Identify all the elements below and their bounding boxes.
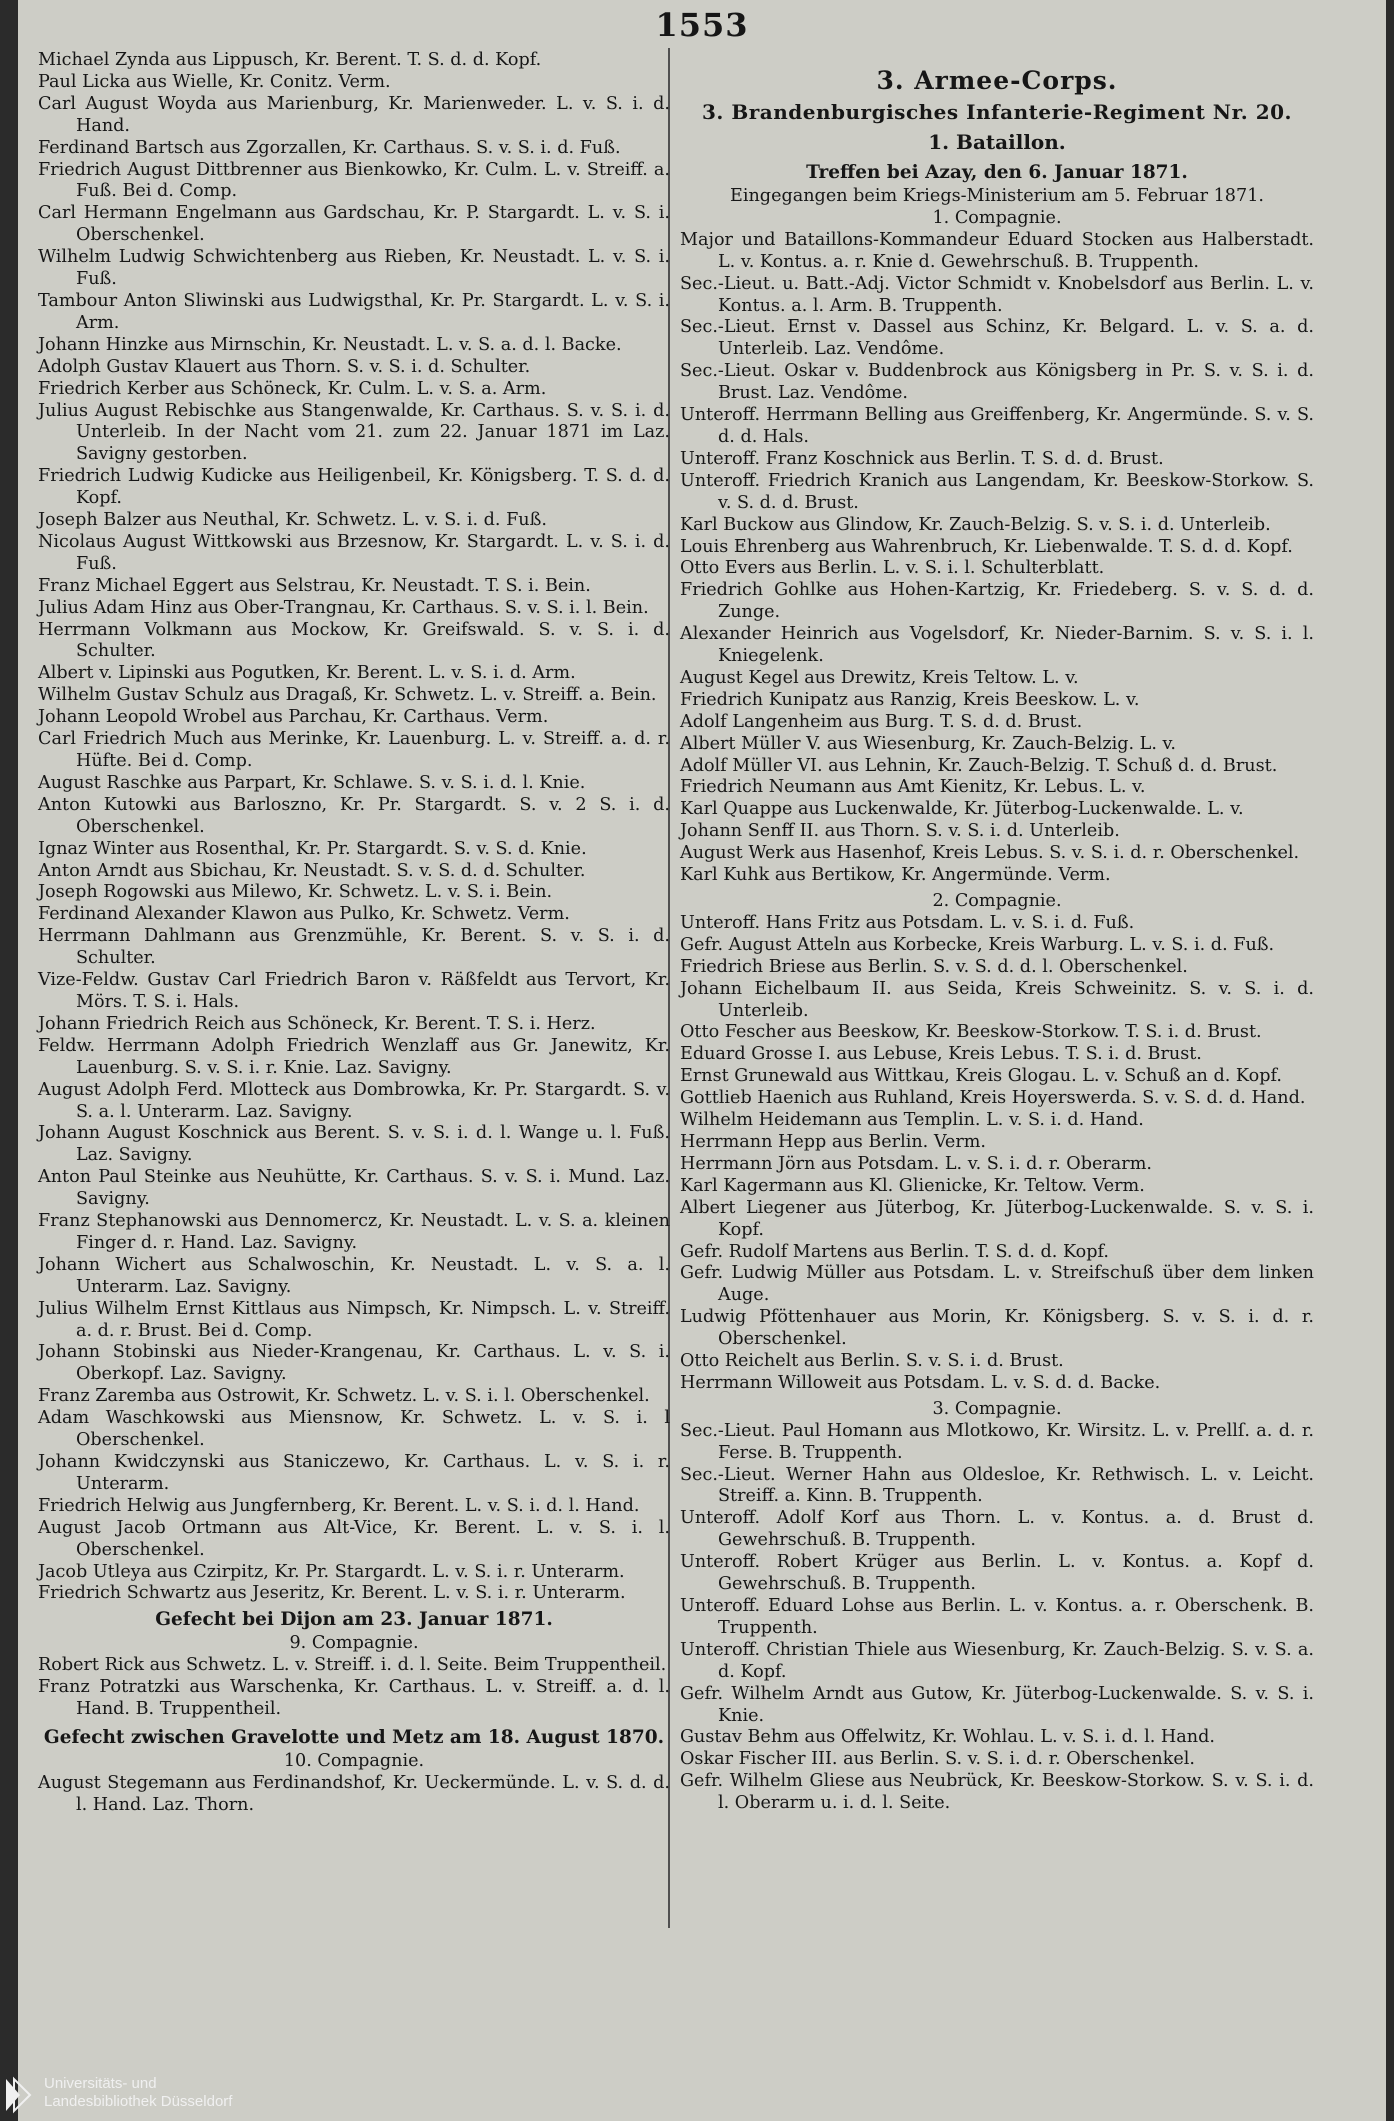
casualty-entry: Adam Waschkowski aus Miensnow, Kr. Schwetz. L. v. S. i. l Oberschenkel. bbox=[38, 1408, 670, 1451]
casualty-entry: Unteroff. Christian Thiele aus Wiesenburg, Kr. Zauch-Belzig. S. v. S. a. d. Kopf. bbox=[680, 1639, 1314, 1682]
casualty-entry: Karl Buckow aus Glindow, Kr. Zauch-Belzig. S. v. S. i. d. Unterleib. bbox=[680, 514, 1271, 535]
casualty-entry: Herrmann Volkmann aus Mockow, Kr. Greifswald. S. v. S. i. d. Schulter. bbox=[38, 619, 670, 662]
casualty-entry: Friedrich Helwig aus Jungfernberg, Kr. Berent. L. v. S. i. d. l. Hand. bbox=[38, 1495, 640, 1516]
battle-gravelotte-entries bbox=[38, 1773, 670, 1817]
casualty-entry: Sec.-Lieut. Ernst v. Dassel aus Schinz, Kr. Belgard. L. v. S. a. d. Unterleib. Laz. Vendôme. bbox=[680, 317, 1314, 360]
casualty-entry: Johann Senff II. aus Thorn. S. v. S. i. d. Unterleib. bbox=[680, 821, 1120, 842]
casualty-entry: Albert v. Lipinski aus Pogutken, Kr. Berent. L. v. S. i. d. Arm. bbox=[38, 663, 576, 684]
casualty-entry: Gefr. Ludwig Müller aus Potsdam. L. v. Streifschuß über dem linken Auge. bbox=[680, 1263, 1314, 1306]
regiment-heading: 3. Brandenburgisches Infanterie-Regiment Nr. 20. bbox=[702, 100, 1292, 124]
casualty-entry: Vize-Feldw. Gustav Carl Friedrich Baron v. Räßfeldt aus Tervort, Kr. Mörs. T. S. i. Hals. bbox=[38, 970, 670, 1012]
casualty-entry: August Adolph Ferd. Mlotteck aus Dombrowka, Kr. Pr. Stargardt. S. v. S. a. l. Unterarm. Laz. Savigny. bbox=[38, 1079, 670, 1122]
casualty-entry: Ernst Grunewald aus Wittkau, Kreis Glogau. L. v. Schuß an d. Kopf. bbox=[680, 1066, 1282, 1087]
casualty-entry: Unteroff. Franz Koschnick aus Berlin. T. S. d. d. Brust. bbox=[680, 448, 1164, 469]
casualty-entry: Franz Michael Eggert aus Selstrau, Kr. Neustadt. T. S. i. Bein. bbox=[38, 575, 591, 596]
casualty-entry: Sec.-Lieut. Oskar v. Buddenbrock aus Königsberg in Pr. S. v. S. i. d. Brust. Laz. Vendôme. bbox=[680, 361, 1314, 404]
battle-heading-dijon: Gefecht bei Dijon am 23. Januar 1871. bbox=[155, 1609, 553, 1631]
casualty-entry: Herrmann Dahlmann aus Grenzmühle, Kr. Berent. S. v. S. i. d. Schulter. bbox=[38, 926, 670, 969]
casualty-entry: August Werk aus Hasenhof, Kreis Lebus. S. v. S. i. d. r. Oberschenkel. bbox=[680, 843, 1300, 864]
casualty-entry: Anton Kutowki aus Barloszno, Kr. Pr. Stargardt. S. v. 2 S. i. d. Oberschenkel. bbox=[38, 794, 670, 837]
left-entry-list bbox=[38, 50, 670, 1605]
company-heading-2: 2. Compagnie. bbox=[932, 891, 1062, 911]
casualty-entry: Julius August Rebischke aus Stangenwalde, Kr. Carthaus. S. v. S. i. d. Unterleib. In der Nacht vom 21. zum 22. Januar 1871 im Laz. Savigny gestorben. bbox=[38, 400, 670, 465]
casualty-entry: Eduard Grosse I. aus Lebuse, Kreis Lebus. T. S. i. d. Brust. bbox=[680, 1044, 1202, 1065]
footer-line-2: Landesbibliothek Düsseldorf bbox=[44, 2093, 233, 2110]
casualty-entry: Anton Paul Steinke aus Neuhütte, Kr. Carthaus. S. v. S. i. Mund. Laz. Savigny. bbox=[38, 1167, 670, 1210]
footer-line-1: Universitäts- und bbox=[44, 2075, 157, 2092]
casualty-entry: Unteroff. Hans Fritz aus Potsdam. L. v. S. i. d. Fuß. bbox=[680, 912, 1135, 933]
casualty-entry: Jacob Utleya aus Czirpitz, Kr. Pr. Stargardt. L. v. S. i. r. Unterarm. bbox=[38, 1561, 625, 1582]
casualty-entry: Otto Reichelt aus Berlin. S. v. S. i. d. Brust. bbox=[680, 1351, 1064, 1372]
casualty-entry: Robert Rick aus Schwetz. L. v. Streiff. i. d. l. Seite. Beim Truppentheil. bbox=[38, 1655, 667, 1676]
casualty-entry: Friedrich Briese aus Berlin. S. v. S. d. d. l. Oberschenkel. bbox=[680, 956, 1188, 977]
casualty-entry: Friedrich Kerber aus Schöneck, Kr. Culm. L. v. S. a. Arm. bbox=[38, 378, 547, 399]
casualty-entry: Wilhelm Ludwig Schwichtenberg aus Rieben, Kr. Neustadt. L. v. S. i. Fuß. bbox=[38, 247, 670, 290]
company-3-entries bbox=[680, 1421, 1314, 1815]
casualty-entry: Unteroff. Adolf Korf aus Thorn. L. v. Kontus. a. d. Brust d. Gewehrschuß. B. Truppenth. bbox=[680, 1508, 1314, 1551]
casualty-entry: Nicolaus August Wittkowski aus Brzesnow, Kr. Stargardt. L. v. S. i. d. Fuß. bbox=[38, 531, 670, 574]
casualty-entry: Herrmann Jörn aus Potsdam. L. v. S. i. d. r. Oberarm. bbox=[680, 1153, 1152, 1174]
received-note: Eingegangen beim Kriegs-Ministerium am 5. Februar 1871. bbox=[730, 186, 1264, 206]
casualty-entry: Herrmann Hepp aus Berlin. Verm. bbox=[680, 1131, 987, 1152]
battle-heading-gravelotte: Gefecht zwischen Gravelotte und Metz am 18. August 1870. bbox=[43, 1726, 665, 1748]
casualty-entry: Gottlieb Haenich aus Ruhland, Kreis Hoyerswerda. S. v. S. d. d. Hand. bbox=[680, 1088, 1306, 1109]
library-footer bbox=[0, 2069, 420, 2121]
casualty-entry: Albert Liegener aus Jüterbog, Kr. Jüterbog-Luckenwalde. S. v. S. i. Kopf. bbox=[680, 1197, 1314, 1240]
left-column bbox=[38, 50, 670, 1817]
casualty-entry: Adolph Gustav Klauert aus Thorn. S. v. S. i. d. Schulter. bbox=[38, 356, 531, 377]
casualty-entry: Friedrich Neumann aus Amt Kienitz, Kr. Lebus. L. v. bbox=[680, 777, 1146, 798]
casualty-entry: Major und Bataillons-Kommandeur Eduard Stocken aus Halberstadt. L. v. Kontus. a. r. Knie d. Gewehrschuß. B. Truppenth. bbox=[680, 229, 1314, 272]
casualty-entry: Franz Potratzki aus Warschenka, Kr. Carthaus. L. v. Streiff. a. d. l. Hand. B. Truppentheil. bbox=[38, 1677, 670, 1720]
casualty-entry: Carl August Woyda aus Marienburg, Kr. Marienweder. L. v. S. i. d. Hand. bbox=[38, 93, 670, 136]
page-number: 1553 bbox=[655, 6, 749, 44]
casualty-entry: Friedrich Gohlke aus Hohen-Kartzig, Kr. Friedeberg. S. v. S. d. d. Zunge. bbox=[680, 580, 1314, 623]
casualty-entry: Gefr. August Atteln aus Korbecke, Kreis Warburg. L. v. S. i. d. Fuß. bbox=[680, 934, 1275, 955]
casualty-entry: Joseph Balzer aus Neuthal, Kr. Schwetz. L. v. S. i. d. Fuß. bbox=[38, 510, 547, 531]
casualty-entry: Johann August Koschnick aus Berent. S. v. S. i. d. l. Wange u. l. Fuß. Laz. Savigny. bbox=[38, 1123, 670, 1166]
casualty-entry: Johann Eichelbaum II. aus Seida, Kreis Schweinitz. S. v. S. i. d. Unterleib. bbox=[680, 978, 1314, 1021]
casualty-entry: Friedrich Kunipatz aus Ranzig, Kreis Beeskow. L. v. bbox=[680, 689, 1140, 710]
casualty-entry: August Raschke aus Parpart, Kr. Schlawe. S. v. S. i. d. l. Knie. bbox=[38, 772, 586, 793]
casualty-entry: Johann Leopold Wrobel aus Parchau, Kr. Carthaus. Verm. bbox=[38, 707, 549, 728]
casualty-entry: Adolf Müller VI. aus Lehnin, Kr. Zauch-Belzig. T. Schuß d. d. Brust. bbox=[680, 755, 1278, 776]
casualty-entry: Carl Hermann Engelmann aus Gardschau, Kr. P. Stargardt. L. v. S. i. Oberschenkel. bbox=[38, 203, 670, 246]
casualty-entry: Albert Müller V. aus Wiesenburg, Kr. Zauch-Belzig. L. v. bbox=[680, 733, 1176, 754]
casualty-entry: Ferdinand Bartsch aus Zgorzallen, Kr. Carthaus. S. v. S. i. d. Fuß. bbox=[38, 137, 621, 158]
casualty-entry: Sec.-Lieut. Paul Homann aus Mlotkowo, Kr. Wirsitz. L. v. Prellſ. a. d. r. Ferse. B. Truppenth. bbox=[680, 1420, 1314, 1463]
casualty-entry: Joseph Rogowski aus Milewo, Kr. Schwetz. L. v. S. i. Bein. bbox=[38, 882, 553, 903]
company-1-entries bbox=[680, 230, 1314, 887]
casualty-entry: Karl Kuhk aus Bertikow, Kr. Angermünde. Verm. bbox=[680, 865, 1111, 886]
casualty-entry: Carl Friedrich Much aus Merinke, Kr. Lauenburg. L. v. Streiff. a. d. r. Hüfte. Bei d. Comp. bbox=[38, 729, 670, 771]
casualty-entry: Gustav Behm aus Offelwitz, Kr. Wohlau. L. v. S. i. d. l. Hand. bbox=[680, 1727, 1215, 1748]
casualty-entry: Unteroff. Friedrich Kranich aus Langendam, Kr. Beeskow-Storkow. S. v. S. d. d. Brust. bbox=[680, 470, 1314, 513]
casualty-entry: Louis Ehrenberg aus Wahrenbruch, Kr. Liebenwalde. T. S. d. d. Kopf. bbox=[680, 536, 1293, 557]
casualty-entry: Unteroff. Eduard Lohse aus Berlin. L. v. Kontus. a. r. Oberschenk. B. Truppenth. bbox=[680, 1596, 1314, 1638]
battle-dijon-entries bbox=[38, 1655, 670, 1721]
casualty-entry: Gefr. Wilhelm Gliese aus Neubrück, Kr. Beeskow-Storkow. S. v. S. i. d. l. Oberarm u. i. d. l. Seite. bbox=[680, 1771, 1314, 1814]
casualty-entry: Johann Stobinski aus Nieder-Krangenau, Kr. Carthaus. L. v. S. i. Oberkopf. Laz. Savigny. bbox=[38, 1342, 670, 1385]
casualty-entry: Johann Friedrich Reich aus Schöneck, Kr. Berent. T. S. i. Herz. bbox=[38, 1013, 596, 1034]
casualty-entry: Herrmann Willoweit aus Potsdam. L. v. S. d. d. Backe. bbox=[680, 1372, 1161, 1393]
casualty-entry: Wilhelm Heidemann aus Templin. L. v. S. i. d. Hand. bbox=[680, 1110, 1144, 1131]
company-heading-3: 3. Compagnie. bbox=[932, 1398, 1062, 1419]
corps-heading: 3. Armee-Corps. bbox=[876, 66, 1118, 95]
casualty-entry: Adolf Langenheim aus Burg. T. S. d. d. Brust. bbox=[680, 711, 1083, 732]
casualty-entry: Michael Zynda aus Lippusch, Kr. Berent. T. S. d. d. Kopf. bbox=[38, 50, 542, 70]
company-2-entries bbox=[680, 913, 1314, 1395]
casualty-entry: Alexander Heinrich aus Vogelsdorf, Kr. Nieder-Barnim. S. v. S. i. l. Kniegelenk. bbox=[680, 624, 1314, 667]
casualty-entry: Karl Kagermann aus Kl. Glienicke, Kr. Teltow. Verm. bbox=[680, 1175, 1145, 1196]
casualty-entry: Friedrich Ludwig Kudicke aus Heiligenbeil, Kr. Königsberg. T. S. d. d. Kopf. bbox=[38, 466, 670, 509]
company-heading-9: 9. Compagnie. bbox=[289, 1633, 419, 1654]
casualty-entry: Friedrich August Dittbrenner aus Bienkowko, Kr. Culm. L. v. Streiff. a. Fuß. Bei d. Comp. bbox=[38, 159, 670, 202]
casualty-entry: Sec.-Lieut. u. Batt.-Adj. Victor Schmidt v. Knobelsdorf aus Berlin. L. v. Kontus. a. l. Arm. B. Truppenth. bbox=[680, 273, 1314, 316]
casualty-entry: Otto Fescher aus Beeskow, Kr. Beeskow-Storkow. T. S. i. d. Brust. bbox=[680, 1022, 1262, 1043]
casualty-entry: Gefr. Wilhelm Arndt aus Gutow, Kr. Jüterbog-Luckenwalde. S. v. S. i. Knie. bbox=[680, 1683, 1314, 1726]
casualty-entry: Karl Quappe aus Luckenwalde, Kr. Jüterbog-Luckenwalde. L. v. bbox=[680, 799, 1244, 820]
casualty-entry: Franz Stephanowski aus Dennomercz, Kr. Neustadt. L. v. S. a. kleinen Finger d. r. Hand. Laz. Savigny. bbox=[38, 1211, 670, 1253]
casualty-entry: Tambour Anton Sliwinski aus Ludwigsthal, Kr. Pr. Stargardt. L. v. S. i. Arm. bbox=[38, 290, 670, 333]
casualty-entry: Ludwig Pföttenhauer aus Morin, Kr. Königsberg. S. v. S. i. d. r. Oberschenkel. bbox=[680, 1307, 1314, 1350]
casualty-entry: Ferdinand Alexander Klawon aus Pulko, Kr. Schwetz. Verm. bbox=[38, 904, 570, 925]
casualty-entry: Franz Zaremba aus Ostrowit, Kr. Schwetz. L. v. S. i. l. Oberschenkel. bbox=[38, 1386, 650, 1407]
casualty-entry: Wilhelm Gustav Schulz aus Dragaß, Kr. Schwetz. L. v. Streiff. a. Bein. bbox=[38, 685, 657, 706]
casualty-entry: Sec.-Lieut. Werner Hahn aus Oldesloe, Kr. Rethwisch. L. v. Leicht. Streiff. a. Kinn. B. Truppenth. bbox=[680, 1464, 1314, 1507]
casualty-entry: Johann Kwidczynski aus Staniczewo, Kr. Carthaus. L. v. S. i. r. Unterarm. bbox=[38, 1452, 670, 1494]
document-page bbox=[18, 0, 1386, 2121]
casualty-entry: Julius Adam Hinz aus Ober-Trangnau, Kr. Carthaus. S. v. S. i. l. Bein. bbox=[38, 597, 649, 618]
casualty-entry: August Stegemann aus Ferdinandshof, Kr. Ueckermünde. L. v. S. d. d. l. Hand. Laz. Thorn. bbox=[38, 1772, 670, 1815]
company-heading-1: 1. Compagnie. bbox=[932, 207, 1062, 228]
library-logo-icon bbox=[2, 2075, 36, 2115]
casualty-entry: Anton Arndt aus Sbichau, Kr. Neustadt. S. v. S. d. d. Schulter. bbox=[38, 860, 586, 881]
right-column bbox=[680, 50, 1314, 1815]
casualty-entry: Julius Wilhelm Ernst Kittlaus aus Nimpsch, Kr. Nimpsch. L. v. Streiff. a. d. r. Brust. Bei d. Comp. bbox=[38, 1298, 670, 1341]
casualty-entry: Ignaz Winter aus Rosenthal, Kr. Pr. Stargardt. S. v. S. d. Knie. bbox=[38, 838, 587, 859]
casualty-entry: Johann Hinzke aus Mirnschin, Kr. Neustadt. L. v. S. a. d. l. Backe. bbox=[38, 334, 622, 355]
casualty-entry: Oskar Fischer III. aus Berlin. S. v. S. i. d. r. Oberschenkel. bbox=[680, 1749, 1196, 1770]
casualty-entry: August Jacob Ortmann aus Alt-Vice, Kr. Berent. L. v. S. i. l. Oberschenkel. bbox=[38, 1517, 670, 1560]
battalion-heading: 1. Bataillon. bbox=[928, 130, 1066, 154]
casualty-entry: Unteroff. Robert Krüger aus Berlin. L. v. Kontus. a. Kopf d. Gewehrschuß. B. Truppenth. bbox=[680, 1552, 1314, 1595]
battle-heading-azay: Treffen bei Azay, den 6. Januar 1871. bbox=[806, 162, 1188, 183]
casualty-entry: Otto Evers aus Berlin. L. v. S. i. l. Schulterblatt. bbox=[680, 558, 1105, 579]
casualty-entry: Gefr. Rudolf Martens aus Berlin. T. S. d. d. Kopf. bbox=[680, 1241, 1109, 1262]
casualty-entry: Paul Licka aus Wielle, Kr. Conitz. Verm. bbox=[38, 71, 391, 92]
casualty-entry: Friedrich Schwartz aus Jeseritz, Kr. Berent. L. v. S. i. r. Unterarm. bbox=[38, 1583, 626, 1604]
casualty-entry: Feldw. Herrmann Adolph Friedrich Wenzlaff aus Gr. Janewitz, Kr. Lauenburg. S. v. S. i. r. Knie. Laz. Savigny. bbox=[38, 1035, 670, 1078]
casualty-entry: August Kegel aus Drewitz, Kreis Teltow. L. v. bbox=[680, 667, 1079, 688]
casualty-entry: Unteroff. Herrmann Belling aus Greiffenberg, Kr. Angermünde. S. v. S. d. d. Hals. bbox=[680, 405, 1314, 447]
company-heading-10: 10. Compagnie. bbox=[283, 1750, 425, 1771]
casualty-entry: Johann Wichert aus Schalwoschin, Kr. Neustadt. L. v. S. a. l. Unterarm. Laz. Savigny. bbox=[38, 1254, 670, 1297]
